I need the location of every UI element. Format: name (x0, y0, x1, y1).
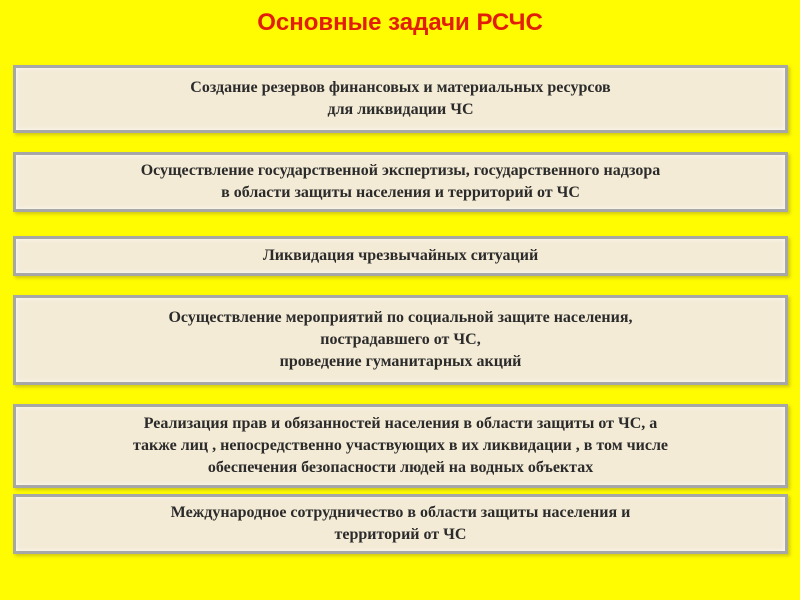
task-line: для ликвидации ЧС (327, 101, 474, 118)
task-box-international (13, 494, 788, 554)
task-line: пострадавшего от ЧС, (320, 331, 481, 348)
page-title: Основные задачи РСЧС (257, 9, 543, 36)
task-box-social-protection (13, 295, 788, 385)
task-line: Создание резервов финансовых и материальных ресурсов (190, 79, 611, 96)
task-line: Реализация прав и обязанностей населения в области защиты от ЧС, а (143, 415, 658, 432)
task-box-liquidation (13, 236, 788, 276)
task-line: Ликвидация чрезвычайных ситуаций (262, 247, 539, 264)
task-line: также лиц , непосредственно участвующих в их ликвидации , в том числе (132, 437, 669, 454)
task-line: Осуществление мероприятий по социальной защите населения, (168, 309, 633, 326)
task-line: Осуществление государственной экспертизы, государственного надзора (140, 162, 661, 179)
task-box-rights-duties (13, 404, 788, 488)
task-line: Международное сотрудничество в области защиты населения и (170, 504, 631, 521)
task-line: в области защиты населения и территорий от ЧС (221, 184, 580, 201)
task-box-expertise (13, 152, 788, 212)
task-box-reserves (13, 65, 788, 133)
task-line: обеспечения безопасности людей на водных объектах (207, 459, 594, 476)
task-line: территорий от ЧС (334, 526, 467, 543)
task-line: проведение гуманитарных акций (279, 353, 522, 370)
